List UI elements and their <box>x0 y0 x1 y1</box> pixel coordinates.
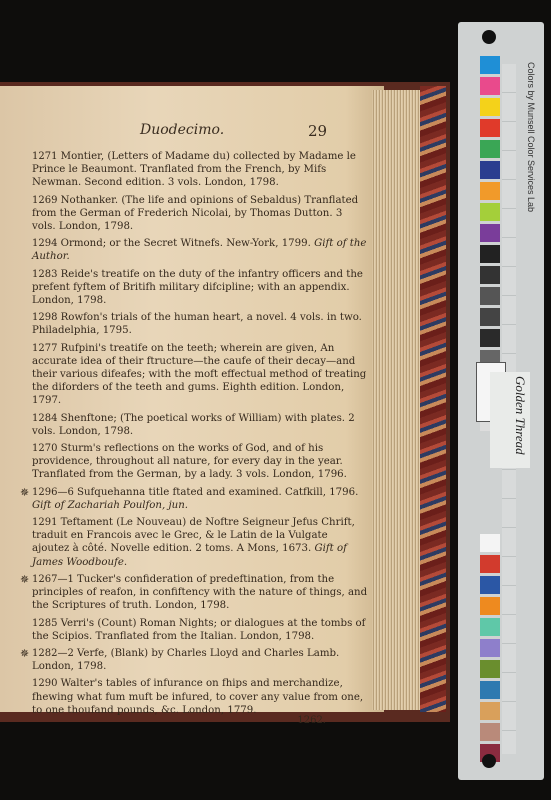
color-swatch <box>480 287 500 305</box>
entry-number: 1290 <box>32 678 61 690</box>
entry-gift: Gift of James Woodboufe. <box>32 543 347 568</box>
entry-text: Montier, (Letters of Madame du) collected by Madame le Prince le Beaumont. Tranflated from the French, by Mifs Newman. Second edition. 3 vols. London, 1798. <box>32 151 356 189</box>
entry-text: Ormond; or the Secret Witnefs. New-York, 1799. <box>60 238 315 250</box>
page-header <box>0 122 384 144</box>
entry-number: 1294 <box>32 238 61 250</box>
entry-text: Reide's treatife on the duty of the infantry officers and the prefent fyftem of Britifh military difcipline; with an appendix. London, 1798. <box>32 268 363 307</box>
running-head: Duodecimo. <box>140 122 225 138</box>
entry-marker-icon: ✵ <box>20 485 30 499</box>
color-swatch <box>480 639 500 657</box>
color-swatch <box>480 266 500 284</box>
entry-number: 1283 <box>32 268 61 280</box>
entry-number: 1285 <box>32 617 61 629</box>
entry-number: 1277 <box>32 342 61 354</box>
color-swatch <box>480 224 500 242</box>
catalogue-entry <box>20 646 368 673</box>
entry-text: Sturm's reflections on the works of God, and of his providence, throughout all nature, for every day in the year. Tranflated from the German, by a lady. 3 vols. London, 1796. <box>32 443 347 481</box>
color-swatch <box>480 203 500 221</box>
catalogue-entry <box>28 342 368 408</box>
entry-marker-icon: ✵ <box>20 572 30 586</box>
entry-text: Rufpini's treatife on the teeth; wherein are given, An accurate idea of their ftructure—the caufe of their decay—and their various difeafes; with the moft effectual method of treating the diforders of the teeth and gums. Eighth edition. London, 1797. <box>32 342 367 407</box>
catalogue-entry <box>28 412 368 438</box>
entry-number: 1284 <box>32 412 61 424</box>
entry-number: 1269 <box>32 194 61 206</box>
color-swatch <box>480 660 500 678</box>
entry-text: Teftament (Le Nouveau) de Noftre Seigneur Jefus Chrift, traduit en Francois avec le Grec, & le Latin de la Vulgate ajoutez à côté. Novelle edition. 2 toms. A Mons, 1673. <box>32 517 355 555</box>
catalogue-entry <box>28 311 368 337</box>
color-swatch <box>480 534 500 552</box>
entry-text: Tucker's confideration of predeftination, from the principles of reafon, in confiftency with the nature of things, and the Scriptures of truth. London, 1798. <box>32 573 368 612</box>
entry-gift: Gift of Zachariah Poulfon, jun. <box>32 499 188 511</box>
color-swatch <box>480 98 500 116</box>
color-swatch <box>480 245 500 263</box>
color-swatch <box>480 329 500 347</box>
entry-number: 1267—1 <box>32 573 77 585</box>
color-swatch <box>480 597 500 615</box>
color-swatch <box>480 182 500 200</box>
color-swatch <box>480 56 500 74</box>
entry-marker-icon: ✵ <box>20 646 30 660</box>
entry-text: Walter's tables of infurance on fhips and merchandize, fhewing what fum muft be infured, to cover any value from one, to one thoufand pounds, &c. London, 1779. <box>32 678 364 716</box>
marbled-edge <box>420 86 446 712</box>
color-swatch <box>480 702 500 720</box>
color-swatch <box>480 723 500 741</box>
entry-number: 1296—6 <box>32 486 77 498</box>
checker-hole <box>482 30 496 44</box>
color-swatch <box>480 77 500 95</box>
color-swatch <box>480 308 500 326</box>
catalogue-entry <box>28 237 368 263</box>
catalogue-entry <box>28 268 368 308</box>
entry-gift: Gift of the Author. <box>32 238 367 263</box>
entry-number: 1282—2 <box>32 647 77 659</box>
brand-label: Colors by Munsell Color Services Lab <box>526 62 536 213</box>
golden-thread-label: Golden Thread <box>490 372 530 468</box>
entry-number: 1298 <box>32 312 61 324</box>
checker-hole <box>482 754 496 768</box>
catalogue-entry <box>20 485 368 512</box>
entry-text: Sufquehanna title ftated and examined. Catfkill, 1796. <box>77 486 359 498</box>
entry-text: Verfe, (Blank) by Charles Lloyd and Charles Lamb. London, 1798. <box>32 647 340 673</box>
catalogue-entry <box>20 572 368 613</box>
color-swatch <box>480 576 500 594</box>
entry-text: Verri's (Count) Roman Nights; or dialogues at the tombs of the Scipios. Tranflated from the Italian. London, 1798. <box>32 617 366 642</box>
entry-number: 1291 <box>32 517 61 529</box>
color-swatch <box>480 555 500 573</box>
entry-text: Shenftone; (The poetical works of William) with plates. 2 vols. London, 1798. <box>32 412 355 437</box>
catalogue-entry <box>28 194 368 234</box>
page-number: 29 <box>308 122 328 140</box>
entry-number: 1270 <box>32 443 61 455</box>
catalogue-entry <box>28 516 368 569</box>
page-edges <box>372 90 424 710</box>
entry-note: 1262. <box>297 714 326 726</box>
catalogue-entry <box>28 442 368 482</box>
catalogue-entry <box>28 617 368 643</box>
color-swatch <box>480 119 500 137</box>
color-swatch <box>480 618 500 636</box>
catalogue-entry <box>28 677 368 726</box>
color-swatch <box>480 161 500 179</box>
catalogue-entry <box>28 150 368 190</box>
entry-text: Rowfon's trials of the human heart, a novel. 4 vols. in two. Philadelphia, 1795. <box>32 312 362 337</box>
color-swatch <box>480 681 500 699</box>
entry-text: Nothanker. (The life and opinions of Sebaldus) Tranflated from the German of Frederich Nicolai, by Thomas Dutton. 3 vols. London, 1798. <box>32 194 359 233</box>
catalogue-entries <box>20 150 368 726</box>
entry-number: 1271 <box>32 151 61 162</box>
color-swatch <box>480 140 500 158</box>
